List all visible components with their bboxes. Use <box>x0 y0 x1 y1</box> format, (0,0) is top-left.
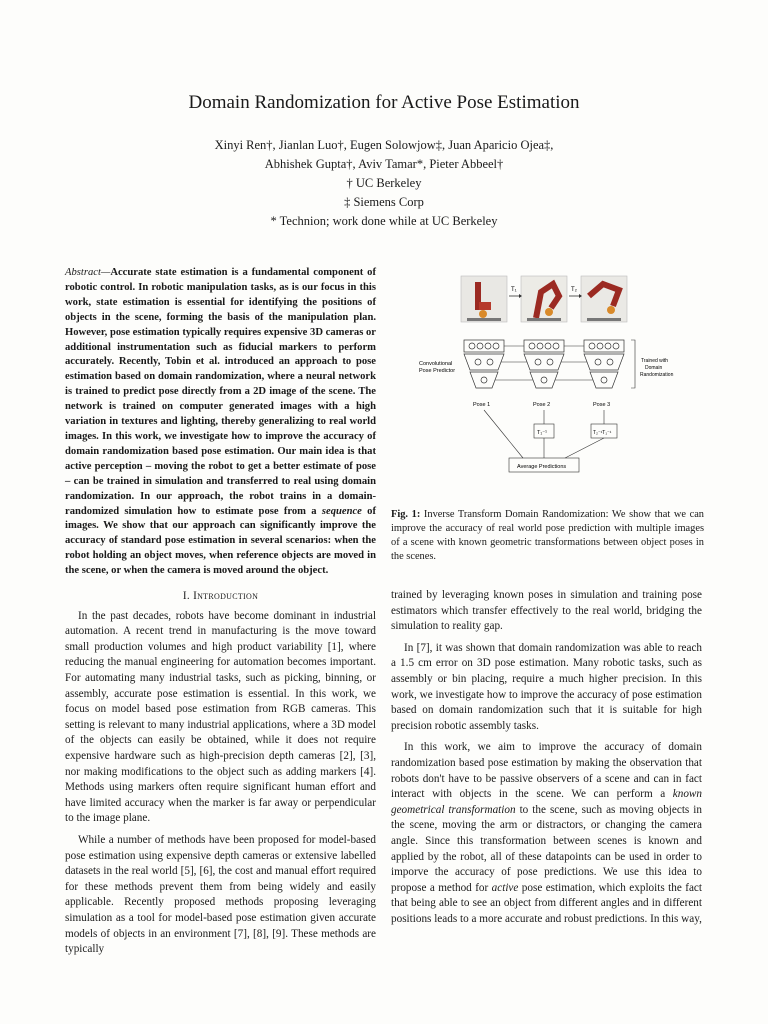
abstract <box>65 266 376 579</box>
figure-1 <box>391 262 704 510</box>
cnn-label-1: Convolutional <box>419 361 453 367</box>
p5-emphasis-2: active <box>491 881 519 894</box>
intro-paragraph-3: trained by leveraging known poses in simulation and training pose estimators which transfer effectively to the real world, bridging the simulation to reality gap. <box>391 589 702 633</box>
abstract-emphasis: sequence <box>321 505 362 517</box>
abstract-text-a: Accurate state estimation is a fundamental component of robotic control. In robotic manipulation tasks, as is our focus in this work, state estimation is essential for identifying the positions of objects in the scene, forming the basis of the manipulation plan. However, pose estimation typically requires expensive 3D cameras or additional instrumentation such as fiducial markers to perform accurately. Recently, Tobin et al. introduced an approach to pose estimation based on domain randomization, where a neural network is trained to predict pose directly from a 2D image of the scene. The network is trained on computer generated images with a high variation in textures and lighting, thereby generalizing to real world images. In this work, we investigate how to improve the accuracy of domain randomization based pose estimation. Our main idea is that active perception – moving the robot to get a better estimate of pose – can be trained in simulation and transferred to real using domain randomization. In our approach, the robot trains in a domain-randomized simulation how to estimate pose from a <box>65 267 376 517</box>
section-name: Introduction <box>193 590 259 603</box>
robot-photo-3 <box>581 276 627 322</box>
intro-paragraph-4: In [7], it was shown that domain randomization was able to reach a 1.5 cm error on 3D pose estimation. Many robotic tasks, such as assembly or bin placing, require a much higher precision. In this work, we investigate how to improve the accuracy of pose estimation based on domain randomization such that it is suitable for high precision robotic assembly tasks. <box>391 641 702 732</box>
author-line-1: Xinyi Ren†, Jianlan Luo†, Eugen Solowjow‡, Juan Aparicio Ojea‡, <box>214 138 554 152</box>
pose-1-label: Pose 1 <box>473 402 491 408</box>
affiliation-berkeley: † UC Berkeley <box>346 176 422 190</box>
figure-diagram <box>391 262 704 510</box>
cnn-label-2: Pose Predictor <box>419 368 456 374</box>
figure-caption <box>391 508 704 564</box>
p5-text-c: pose estimation, which exploits the fact that being able to see an object from different angles and in different positions leads to a more accurate and robust predictions. In this way, <box>391 881 702 925</box>
intro-paragraph-1: In the past decades, robots have become dominant in industrial automation. A recent trend in manufacturing is the move toward small production volumes and high product variability [1], where reducing the manual engineering for automation becomes important. For automating many industrial tasks, such as picking, binning, or assembly, accurate pose estimation is essential. In this work, we focus on model based pose estimation from RGB cameras. This setting is relevant to many industrial applications, where a 3D model of the objects can easily be obtained, while it does not require expensive hardware such as high-precision depth cameras [2], [3], nor making modifications to the object such as adding markers [4]. Methods using markers often require significant human effort and have limited accuracy when the marker is far away or perpendicular to the image plane. <box>65 609 376 825</box>
trained-label-3: Randomization <box>640 372 674 378</box>
p5-emphasis: known geometrical transformation <box>391 788 702 816</box>
inverse-transform-1: T₁⁻¹ <box>537 430 547 436</box>
caption-text: Inverse Transform Domain Randomization: We show that we can improve the accuracy of real world pose prediction with multiple images of a scene with known geometric transformations between object poses in the scenes. <box>391 509 704 562</box>
transform-label-2: T₂ <box>571 287 577 293</box>
average-predictions-box: Average Predictions <box>517 464 567 470</box>
section-number: I. <box>182 590 190 603</box>
section-heading <box>65 589 376 605</box>
inverse-transform-2: T₂⁻¹T₁⁻¹ <box>593 430 612 436</box>
abstract-label: Abstract— <box>65 267 111 278</box>
author-block <box>0 136 768 231</box>
p5-text-a: In this work, we aim to improve the accuracy of domain randomization based pose estimation by making the observation that robots don't have to be passive observers of a scene and can in fact interact with objects in the scene. We can perform a <box>391 741 702 801</box>
abstract-text-b: of images. We show that our approach can significantly improve the accuracy of standard pose estimation in several scenarios: when the robot holding an object moves, when reference objects are moved in the scene, or when the camera is moved around the object. <box>65 505 376 577</box>
robot-photo-1 <box>461 276 507 322</box>
paper-title: Domain Randomization for Active Pose Estimation <box>188 92 580 113</box>
p5-text-b: to the scene, such as moving objects in the scene, moving the arm or distractors, or changing the camera angle. Since this transformation between scenes is known and applied by the robot, all of these datapoints can be used in order to imporve the accuracy of pose predictions. We use this idea to propose a method for <box>391 803 702 894</box>
robot-photo-2 <box>521 276 567 322</box>
right-column <box>391 588 702 933</box>
trained-label-1: Trained with <box>641 358 669 364</box>
transform-label-1: T₁ <box>511 287 517 293</box>
caption-label: Fig. 1: <box>391 509 421 520</box>
left-column <box>65 266 376 964</box>
trained-label-2: Domain <box>645 365 663 371</box>
affiliation-technion: * Technion; work done while at UC Berkeley <box>270 214 498 228</box>
pose-3-label: Pose 3 <box>593 402 611 408</box>
intro-paragraph-2: While a number of methods have been proposed for model-based pose estimation using expensive depth cameras or extensive labelled datasets in the real world [5], [6], the cost and manual effort required for these methods prevent them from being widely and easily applicable. Recently proposed methods proposing leveraging simulation as a tool for model-based pose estimation given accurate models of objects in an environment [7], [8], [9]. These methods are typically <box>65 833 376 956</box>
author-line-2: Abhishek Gupta†, Aviv Tamar*, Pieter Abbeel† <box>264 157 504 171</box>
affiliation-siemens: ‡ Siemens Corp <box>344 195 424 209</box>
intro-paragraph-5 <box>391 740 702 927</box>
pose-2-label: Pose 2 <box>533 402 551 408</box>
